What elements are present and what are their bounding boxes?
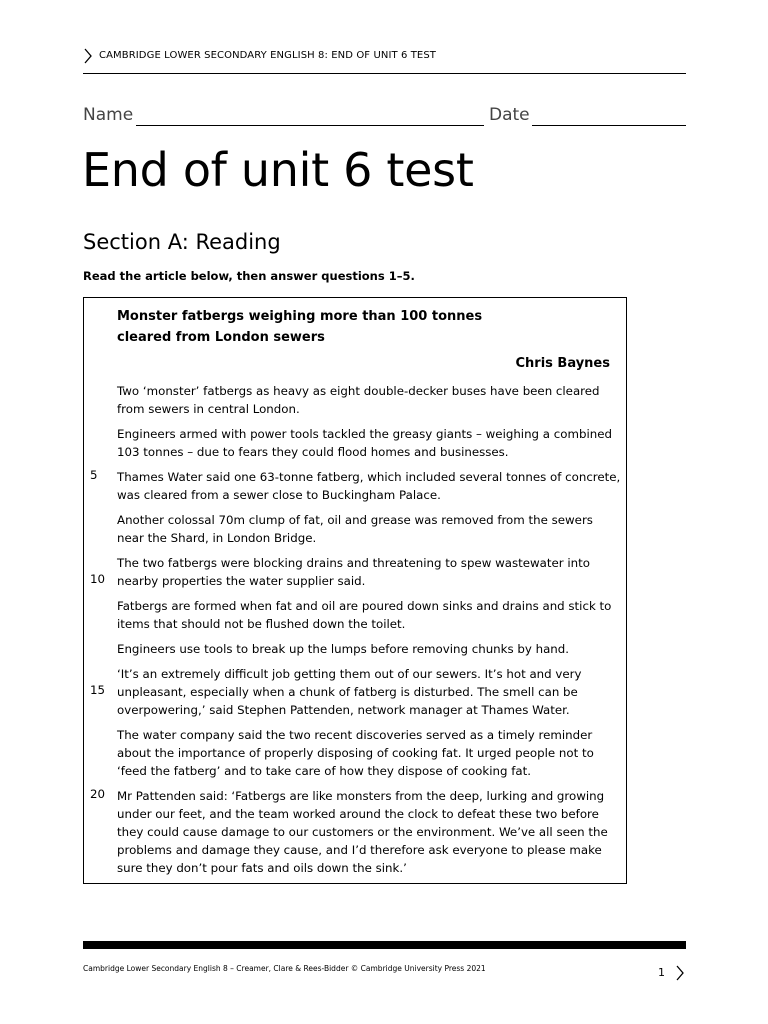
name-field-line[interactable]	[136, 125, 484, 126]
page-number: 1	[658, 966, 665, 979]
header-text: CAMBRIDGE LOWER SECONDARY ENGLISH 8: END OF UNIT 6 TEST	[99, 50, 436, 61]
footer-divider	[83, 941, 686, 949]
instruction-text: Read the article below, then answer questions 1–5.	[83, 269, 415, 283]
chevron-right-icon	[83, 47, 93, 65]
page-header	[83, 47, 686, 74]
article-paragraph: Fatbergs are formed when fat and oil are poured down sinks and drains and stick to items that should not be flushed down the toilet.	[117, 599, 612, 631]
date-field-line[interactable]	[532, 125, 686, 126]
article-paragraph: Engineers use tools to break up the lumps before removing chunks by hand.	[117, 642, 570, 656]
article-paragraph: Another colossal 70m clump of fat, oil and grease was removed from the sewers near the Shard, in London Bridge.	[117, 513, 593, 545]
name-date-row	[83, 105, 686, 129]
footer-copyright: Cambridge Lower Secondary English 8 – Creamer, Clare & Rees-Bidder © Cambridge University Press 2021	[83, 964, 486, 973]
article-paragraph: The two fatbergs were blocking drains and threatening to spew wastewater into nearby properties the water supplier said.	[117, 556, 590, 588]
line-number: 20	[90, 787, 106, 801]
article-paragraph: The water company said the two recent discoveries served as a timely reminder about the importance of properly disposing of cooking fat. It urged people not to ‘feed the fatberg’ and to take care of how they dispose of cooking fat.	[117, 728, 594, 778]
section-heading: Section A: Reading	[83, 230, 281, 254]
date-label: Date	[489, 105, 530, 125]
article-box	[83, 297, 627, 884]
article-paragraph: ‘It’s an extremely difficult job getting them out of our sewers. It’s hot and very unpleasant, especially when a chunk of fatberg is disturbed. The smell can be overpowering,’ said Stephen Pattenden, network manager at Thames Water.	[117, 667, 582, 717]
article-paragraph: Two ‘monster’ fatbergs as heavy as eight double-decker buses have been cleared from sewers in central London.	[117, 384, 600, 416]
article-paragraph: Mr Pattenden said: ‘Fatbergs are like monsters from the deep, lurking and growing under our feet, and the team worked around the clock to defeat these two before they could cause damage to our customers or the environment. We’ve all seen the problems and damage they cause, and I’d therefore ask everyone to please make sure they don’t pour fats and oils down the sink.’	[117, 789, 608, 875]
article-paragraph: Engineers armed with power tools tackled the greasy giants – weighing a combined 103 tonnes – due to fears they could flood homes and businesses.	[117, 427, 612, 459]
article-title: Monster fatbergs weighing more than 100 tonnes cleared from London sewers	[117, 309, 483, 345]
article-author: Chris Baynes	[515, 356, 610, 371]
article-paragraph: Thames Water said one 63-tonne fatberg, which included several tonnes of concrete, was cleared from a sewer close to Buckingham Palace.	[117, 470, 621, 502]
line-number: 15	[90, 683, 106, 697]
chevron-right-icon[interactable]	[675, 964, 685, 982]
line-number: 10	[90, 572, 106, 586]
name-label: Name	[83, 105, 134, 125]
line-number: 5	[90, 468, 98, 482]
page-title: End of unit 6 test	[82, 143, 474, 197]
